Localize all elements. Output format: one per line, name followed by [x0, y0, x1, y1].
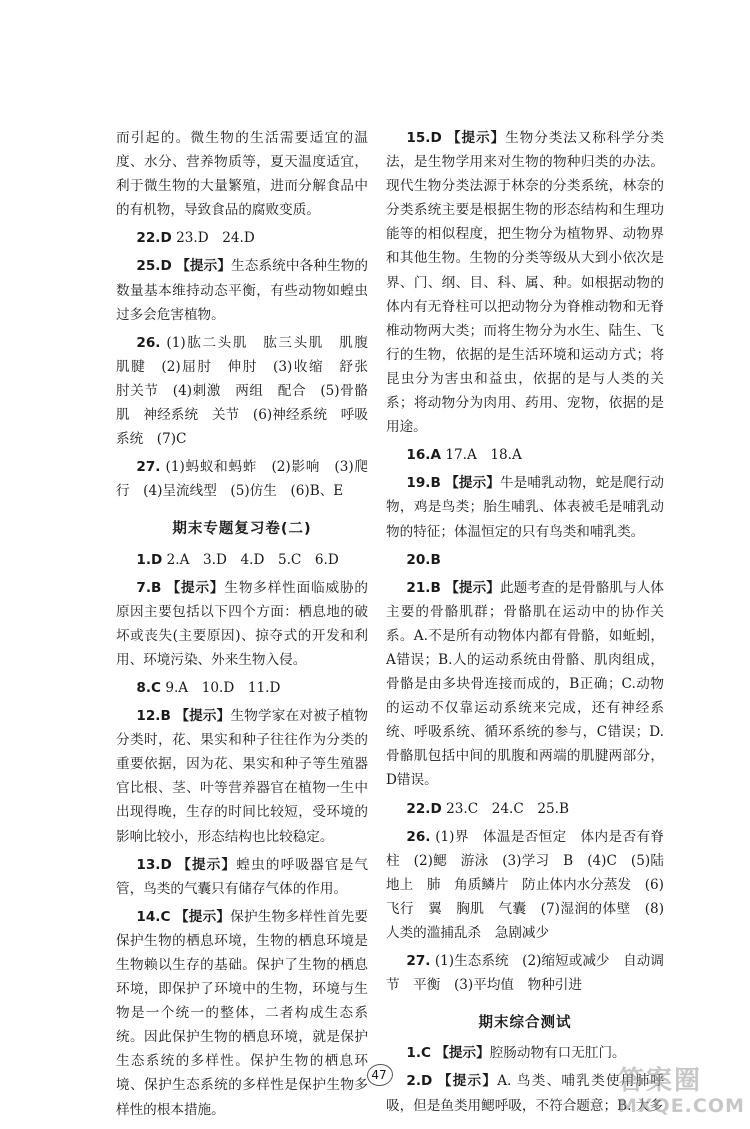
- answer-item: [116, 905, 368, 1122]
- answer-text: 17.A 18.A: [445, 447, 522, 464]
- answer-text: 23.D 24.D: [176, 230, 255, 247]
- section-heading: 期末综合测试: [478, 1015, 572, 1032]
- hint-label: 【提示】: [166, 579, 225, 596]
- answer-item: [116, 254, 368, 326]
- hint-label: 【提示】: [445, 475, 500, 492]
- section-heading: 期末专题复习卷(二): [172, 521, 312, 538]
- answer-text: 牛是哺乳动物，蛇是爬行动物，鸡是鸟类；胎生哺乳、体表被毛是哺乳动物的特征；体温恒定的只有鸟类和哺乳类。: [386, 475, 665, 540]
- answer-item: [386, 443, 664, 467]
- answer-item: [386, 471, 664, 543]
- answer-item: [386, 797, 664, 821]
- answer-text: 2.A 3.D 4.D 5.C 6.D: [166, 551, 339, 568]
- answer-number: 8.C: [136, 679, 161, 696]
- page-number: 47: [365, 1064, 393, 1086]
- answer-number: 22.D: [406, 800, 442, 817]
- hint-label: 【提示】: [445, 579, 500, 596]
- answer-text: (1)界 体温是否恒定 体内是否有脊柱 (2)鳃 游泳 (3)学习 B (4)C (5)陆地上 肺 角质鳞片 防止体内水分蒸发 (6)飞行 翼 胸肌 气囊 (7)湿润的体壁 (8)人类的滥捕乱杀 急剧减少: [386, 828, 664, 941]
- answer-item: [116, 226, 368, 250]
- answer-number: 14.C: [136, 908, 171, 925]
- answer-number: 26.: [406, 828, 431, 845]
- answer-number: 25.D: [136, 258, 172, 275]
- answer-item: [386, 825, 664, 945]
- answer-text: 蝗虫的呼吸器官是气管，鸟类的气囊只有储存气体的作用。: [116, 856, 369, 897]
- answer-text: (1)生态系统 (2)缩短或减少 自动调节 平衡 (3)平均值 物种引进: [386, 953, 664, 994]
- answer-text: (1)肱二头肌 肱三头肌 肌腹 肌腱 (2)屈肘 伸肘 (3)收缩 舒张 肘关节 (4)刺激 两组 配合 (5)骨骼肌 神经系统 关节 (6)神经系统 呼吸系统 (7)C: [116, 334, 382, 448]
- answer-number: 27.: [406, 953, 431, 970]
- answer-number: 7.B: [136, 579, 162, 596]
- answer-number: 15.D: [406, 130, 442, 146]
- answer-text: 生物学家在对被子植物分类时，花、果实和种子往往作为分类的重要依据，因为花、果实和种子等生殖器官比根、茎、叶等营养器官在植物一生中出现得晚，生存的时间比较短，受环境的影响比较小，形态结构也比较稳定。: [116, 708, 369, 845]
- answer-item: [116, 576, 368, 672]
- answer-text: 保护生物多样性首先要保护生物的栖息环境，生物的栖息环境是生物赖以生存的基础。保护了生物的栖息环境，即保护了环境中的生物，环境与生物是一个统一的整体，二者构成生态系统。因此保护生物的栖息环境，就是保护生态系统的多样性。保护生物的栖息环境、保护生态系统的多样性是保护生物多样性的根本措施。: [116, 908, 369, 1118]
- hint-label: 【提示】: [177, 856, 237, 873]
- answer-item: [116, 853, 368, 901]
- answer-item: [116, 455, 368, 503]
- answer-number: 1.D: [136, 551, 163, 568]
- answer-number: 19.B: [406, 475, 441, 492]
- answer-item: [116, 548, 368, 572]
- hint-label: 【提示】: [437, 1073, 498, 1090]
- answer-number: 2.D: [406, 1073, 433, 1090]
- answer-text: 而引起的。微生物的生活需要适宜的温度、水分、营养物质等，夏天温度适宜，利于微生物的大量繁殖，进而分解食品中的有机物，导致食品的腐败变质。: [116, 130, 368, 219]
- answer-number: 20.B: [406, 551, 441, 568]
- answer-number: 12.B: [136, 708, 171, 725]
- answer-number: 21.B: [406, 579, 441, 596]
- answer-number: 26.: [136, 334, 161, 351]
- answer-text: 生态系统中各种生物的数量基本维持动态平衡，有些动物如蝗虫过多会危害植物。: [116, 258, 369, 323]
- hint-label: 【提示】: [175, 708, 231, 725]
- hint-label: 【提示】: [174, 908, 231, 925]
- hint-label: 【提示】: [176, 258, 232, 275]
- watermark-logo: [618, 1060, 744, 1126]
- answer-text: 生物多样性面临威胁的原因主要包括以下四个方面：栖息地的破坏或丧失(主要原因)、掠夺式的开发和利用、环境污染、外来生物入侵。: [116, 579, 369, 668]
- answer-item: [116, 126, 368, 222]
- watermark-top: 答案圈: [618, 1066, 703, 1096]
- answer-item: [116, 676, 368, 700]
- answer-item: [386, 126, 664, 439]
- answer-text: 23.C 24.C 25.B: [446, 800, 569, 817]
- answer-item: [386, 576, 664, 793]
- answer-item: [386, 548, 664, 572]
- answer-number: 22.D: [136, 230, 172, 247]
- answer-text: 此题考查的是骨骼肌与人体主要的骨骼肌群；骨骼肌在运动中的协作关系。A.不是所有动物体内都有骨骼，如蚯蚓，A错误；B.人的运动系统由骨骼、肌肉组成，骨骼是由多块骨连接而成的，B正确；C.动物的运动不仅靠运动系统来完成，还有神经系统、呼吸系统、循环系统的参与，C错误；D.骨骼肌包括中间的肌腹和两端的肌腱两部分，D错误。: [386, 579, 665, 789]
- watermark-url: MXQE.COM: [618, 1095, 745, 1117]
- right-column: [386, 126, 664, 1122]
- answer-text: (1)蚂蚁和蚂蚱 (2)影响 (3)爬行 (4)呈流线型 (5)仿生 (6)B、E: [116, 459, 368, 500]
- answer-item: [116, 331, 382, 451]
- answer-text: 9.A 10.D 11.D: [165, 679, 281, 696]
- answer-number: 1.C: [406, 1045, 431, 1062]
- answer-number: 27.: [136, 459, 161, 476]
- answer-item: [116, 704, 368, 849]
- answer-number: 13.D: [136, 856, 172, 873]
- answer-text: 腔肠动物有口无肛门。: [489, 1045, 626, 1062]
- answer-number: 16.A: [406, 447, 441, 464]
- answer-text: A. 鸟类、哺乳类使用肺呼吸，但是鱼类用鳃呼吸，不符合题意；B. 大多: [386, 1073, 664, 1114]
- hint-label: 【提示】: [447, 130, 506, 146]
- answer-item: [386, 949, 664, 997]
- answer-text: 生物分类法又称科学分类法，是生物学用来对生物的物种归类的办法。现代生物分类法源于林奈的分类系统，林奈的分类系统主要是根据生物的形态结构和生理功能等的相似程度，把生物分为植物界、动物界和其他生物。生物的分类等级从大到小依次是界、门、纲、目、科、属、种。如根据动物的体内有无脊柱可以把动物分为脊椎动物和无脊椎动物两大类；而将生物分为水生、陆生、飞行的生物，依据的是生活环境和运动方式；将昆虫分为害虫和益虫，依据的是与人类的关系；将动物分为肉用、药用、宠物，依据的是用途。: [386, 130, 665, 436]
- hint-label: 【提示】: [435, 1045, 490, 1062]
